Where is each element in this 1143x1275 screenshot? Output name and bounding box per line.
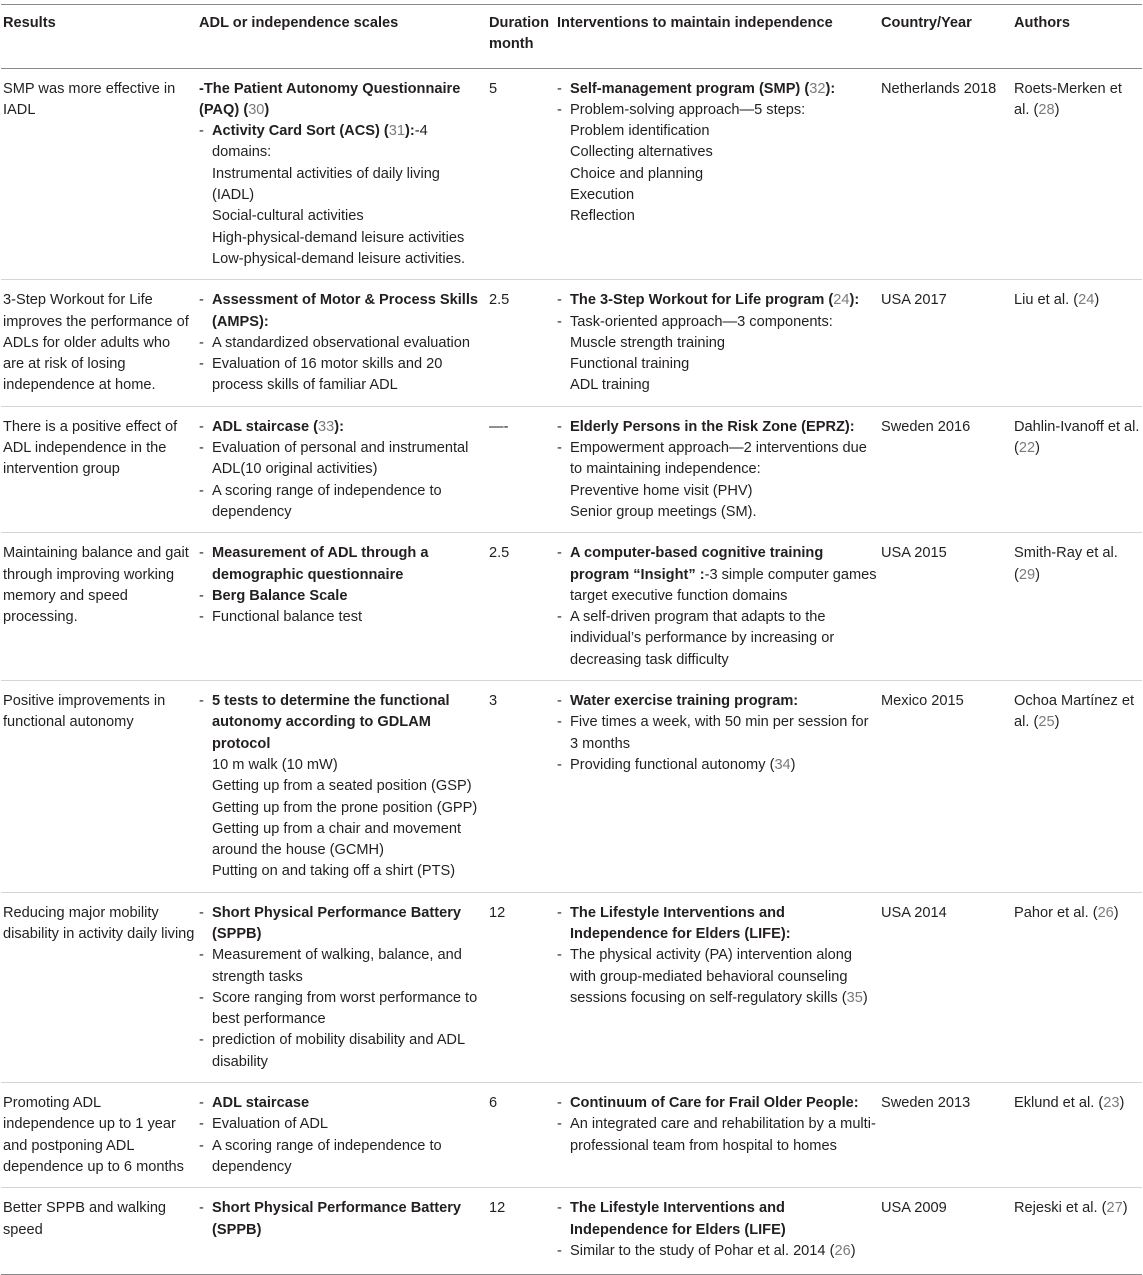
- bold-heading-run: Short Physical Performance Battery (SPPB): [212, 1200, 461, 1238]
- cell-line: [199, 164, 485, 207]
- cell-line: [199, 903, 485, 946]
- cell-country-year: USA 2017: [879, 280, 1012, 406]
- cell-line: [557, 1114, 877, 1157]
- list-dash: -: [199, 356, 204, 373]
- text-run: Getting up from a seated position (GSP): [212, 778, 472, 795]
- text-run: The physical activity (PA) intervention along with group-mediated behavioral counseling sessions focusing on self-regulatory skills (: [570, 947, 853, 1006]
- list-dash: -: [557, 1095, 562, 1112]
- reference-link[interactable]: 24: [1078, 292, 1095, 309]
- text-run: ): [862, 989, 868, 1006]
- list-dash: -: [557, 609, 562, 626]
- cell-duration: 2.5: [487, 280, 555, 406]
- text-run: Choice and planning: [570, 165, 704, 182]
- text-run: Functional balance test: [212, 609, 363, 626]
- bold-heading-run: ):: [334, 418, 344, 435]
- cell-line: [199, 543, 485, 586]
- cell-line: [199, 798, 485, 819]
- list-dash: -: [199, 587, 204, 604]
- text-run: Similar to the study of Pohar et al. 2014 (: [570, 1242, 835, 1259]
- cell-line: [557, 543, 877, 607]
- bold-heading-run: Assessment of Motor & Process Skills (AMPS):: [212, 292, 479, 330]
- cell-line: [199, 945, 485, 988]
- cell-line: [199, 228, 485, 249]
- cell-country-year: USA 2014: [879, 892, 1012, 1082]
- cell-results: Better SPPB and walking speed: [1, 1188, 197, 1275]
- text-run: -4 domains:: [212, 123, 428, 161]
- cell-line: [557, 164, 877, 185]
- text-run: A scoring range of independence to dependency: [212, 482, 442, 520]
- cell-duration: 12: [487, 1188, 555, 1275]
- list-dash: -: [557, 947, 562, 964]
- cell-line: [199, 438, 485, 481]
- table-row: [1, 1083, 1142, 1188]
- text-run: An integrated care and rehabilitation by a multi-professional team from hospital to homes: [570, 1116, 876, 1154]
- header-row: [1, 5, 1142, 69]
- table-row: [1, 681, 1142, 893]
- cell-country-year: USA 2015: [879, 533, 1012, 681]
- cell-line: [557, 206, 877, 227]
- bold-heading-run: Elderly Persons in the Risk Zone (EPRZ):: [570, 418, 855, 435]
- cell-country-year: Sweden 2016: [879, 406, 1012, 532]
- cell-results: Promoting ADL independence up to 1 year and postponing ADL dependence up to 6 months: [1, 1083, 197, 1188]
- list-dash: -: [557, 756, 562, 773]
- text-run: -3 simple computer games target executive function domains: [570, 566, 877, 604]
- text-run: ADL training: [570, 377, 650, 394]
- cell-results: Reducing major mobility disability in activity daily living: [1, 892, 197, 1082]
- cell-authors: [1012, 1083, 1142, 1188]
- text-run: Getting up from a chair and movement around the house (GCMH): [212, 820, 462, 859]
- cell-authors: [1012, 68, 1142, 280]
- cell-interventions: [555, 1188, 879, 1275]
- text-run: Five times a week, with 50 min per session for 3 months: [570, 714, 869, 752]
- list-dash: -: [199, 1095, 204, 1112]
- list-dash: -: [199, 693, 204, 710]
- cell-line: [557, 481, 877, 502]
- cell-interventions: [555, 892, 879, 1082]
- text-run: Evaluation of personal and instrumental ADL(10 original activities): [212, 440, 469, 478]
- cell-line: [557, 502, 877, 523]
- text-run: Problem-solving approach—5 steps:: [570, 101, 806, 118]
- cell-line: [199, 333, 485, 354]
- text-run: Eklund et al. (: [1014, 1095, 1104, 1112]
- cell-scales: [197, 681, 487, 893]
- bold-heading-run: Measurement of ADL through a demographic questionnaire: [212, 545, 429, 583]
- reference-link[interactable]: 25: [1038, 714, 1055, 731]
- cell-country-year: Sweden 2013: [879, 1083, 1012, 1188]
- bold-heading-run: The 3-Step Workout for Life program (: [570, 292, 834, 309]
- list-dash: -: [557, 313, 562, 330]
- header-authors: Authors: [1012, 5, 1142, 69]
- text-run: Measurement of walking, balance, and strength tasks: [212, 947, 462, 985]
- cell-duration: 2.5: [487, 533, 555, 681]
- list-dash: -: [557, 440, 562, 457]
- cell-duration: —-: [487, 406, 555, 532]
- cell-line: [557, 333, 877, 354]
- table-row: [1, 892, 1142, 1082]
- cell-line: [557, 354, 877, 375]
- bold-heading-run: Short Physical Performance Battery (SPPB): [212, 904, 461, 942]
- cell-results: Positive improvements in functional autonomy: [1, 681, 197, 893]
- cell-results: 3-Step Workout for Life improves the performance of ADLs for older adults who are at risk of losing independence at home.: [1, 280, 197, 406]
- reference-link[interactable]: 33: [318, 418, 335, 435]
- text-run: ): [1094, 292, 1100, 309]
- text-run: ): [1035, 566, 1040, 583]
- list-dash: -: [199, 292, 204, 309]
- bold-heading-run: Activity Card Sort (ACS) (: [212, 123, 389, 140]
- cell-scales: [197, 533, 487, 681]
- reference-link[interactable]: 24: [833, 292, 850, 309]
- text-run: Muscle strength training: [570, 334, 725, 351]
- list-dash: -: [199, 609, 204, 626]
- reference-link[interactable]: 26: [1097, 904, 1114, 921]
- cell-interventions: [555, 533, 879, 681]
- text-run: ): [790, 756, 796, 773]
- header-interventions: Interventions to maintain independence: [555, 5, 879, 69]
- list-dash: -: [557, 1116, 562, 1133]
- cell-line: [557, 142, 877, 163]
- reference-link[interactable]: 30: [248, 101, 265, 118]
- header-results: Results: [1, 5, 197, 69]
- cell-duration: 5: [487, 68, 555, 280]
- cell-duration: 12: [487, 892, 555, 1082]
- cell-line: [557, 375, 877, 396]
- table-row: [1, 406, 1142, 532]
- text-run: ): [1113, 904, 1119, 921]
- cell-scales: [197, 68, 487, 280]
- text-run: Putting on and taking off a shirt (PTS): [212, 863, 456, 880]
- cell-line: [557, 712, 877, 755]
- reference-link[interactable]: 23: [1103, 1095, 1120, 1112]
- text-run: Functional training: [570, 356, 690, 373]
- table-row: [1, 533, 1142, 681]
- cell-line: [199, 1093, 485, 1114]
- cell-line: [199, 354, 485, 397]
- bold-heading-run: A computer-based cognitive training program “Insight” :: [570, 545, 824, 583]
- text-run: Rejeski et al. (: [1014, 1200, 1107, 1217]
- cell-line: [557, 312, 877, 333]
- bold-heading-run: ):: [405, 123, 415, 140]
- bold-heading-run: ): [264, 101, 270, 118]
- text-run: ): [1119, 1095, 1125, 1112]
- cell-line: [199, 819, 485, 862]
- table-row: [1, 280, 1142, 406]
- text-run: prediction of mobility disability and ADL disability: [212, 1032, 465, 1070]
- cell-line: [199, 121, 485, 164]
- cell-scales: [197, 892, 487, 1082]
- text-run: Empowerment approach—2 interventions due to maintaining independence:: [570, 440, 867, 478]
- cell-line: [557, 1198, 877, 1241]
- cell-country-year: USA 2009: [879, 1188, 1012, 1275]
- cell-line: [199, 861, 485, 882]
- text-run: ): [1122, 1200, 1128, 1217]
- text-run: Low-physical-demand leisure activities.: [212, 250, 466, 267]
- text-run: High-physical-demand leisure activities: [212, 229, 465, 246]
- list-dash: -: [557, 80, 562, 97]
- cell-line: [199, 1114, 485, 1135]
- cell-line: [557, 903, 877, 946]
- reference-link[interactable]: 28: [1038, 101, 1055, 118]
- text-run: Execution: [570, 187, 635, 204]
- list-dash: -: [199, 947, 204, 964]
- text-run: Pahor et al. (: [1014, 904, 1098, 921]
- cell-scales: [197, 406, 487, 532]
- text-run: ): [1054, 101, 1060, 118]
- cell-line: [199, 586, 485, 607]
- reference-link[interactable]: 27: [1106, 1200, 1123, 1217]
- cell-line: [557, 417, 877, 438]
- cell-line: [557, 290, 877, 311]
- bold-heading-run: The Lifestyle Interventions and Independence for Elders (LIFE):: [570, 904, 791, 942]
- list-dash: -: [557, 101, 562, 118]
- cell-interventions: [555, 681, 879, 893]
- text-run: Roets-Merken et al. (: [1014, 80, 1122, 118]
- cell-authors: [1012, 280, 1142, 406]
- cell-line: [199, 1030, 485, 1073]
- reference-link[interactable]: 35: [846, 989, 863, 1006]
- list-dash: -: [199, 989, 204, 1006]
- cell-results: Maintaining balance and gait through improving working memory and speed processing.: [1, 533, 197, 681]
- text-run: Social-cultural activities: [212, 208, 364, 225]
- cell-line: [199, 249, 485, 270]
- reference-link[interactable]: 34: [774, 756, 791, 773]
- list-dash: -: [199, 482, 204, 499]
- list-dash: -: [557, 292, 562, 309]
- table-body: [1, 68, 1142, 1275]
- cell-results: SMP was more effective in IADL: [1, 68, 197, 280]
- text-run: Ochoa Martínez et al. (: [1014, 693, 1135, 731]
- cell-scales: [197, 280, 487, 406]
- cell-results: There is a positive effect of ADL independence in the intervention group: [1, 406, 197, 532]
- text-run: Liu et al. (: [1014, 292, 1079, 309]
- cell-line: [199, 755, 485, 776]
- reference-link[interactable]: 22: [1018, 440, 1036, 457]
- cell-line: [199, 691, 485, 755]
- cell-line: [557, 607, 877, 671]
- list-dash: -: [557, 714, 562, 731]
- cell-authors: [1012, 892, 1142, 1082]
- cell-line: [557, 438, 877, 481]
- cell-line: [557, 691, 877, 712]
- reference-link[interactable]: 31: [388, 123, 405, 140]
- table-row: [1, 1188, 1142, 1275]
- cell-country-year: Netherlands 2018: [879, 68, 1012, 280]
- list-dash: -: [199, 1137, 204, 1154]
- cell-interventions: [555, 406, 879, 532]
- cell-line: [199, 1136, 485, 1179]
- text-run: A scoring range of independence to dependency: [212, 1137, 442, 1175]
- bold-heading-run: ):: [825, 80, 836, 97]
- text-run: 10 m walk (10 mW): [212, 756, 338, 773]
- text-run: Providing functional autonomy (: [570, 756, 775, 773]
- bold-heading-run: ADL staircase (: [212, 418, 318, 435]
- bold-heading-run: The Lifestyle Interventions and Independence for Elders (LIFE): [570, 1200, 786, 1238]
- bold-heading-run: ADL staircase: [212, 1095, 310, 1112]
- text-run: ): [850, 1242, 856, 1259]
- cell-interventions: [555, 280, 879, 406]
- cell-line: [199, 776, 485, 797]
- cell-authors: [1012, 406, 1142, 532]
- cell-line: [557, 1241, 877, 1262]
- text-run: Score ranging from worst performance to best performance: [212, 989, 478, 1028]
- cell-scales: [197, 1188, 487, 1275]
- text-run: Smith-Ray et al. (: [1014, 545, 1118, 583]
- cell-interventions: [555, 1083, 879, 1188]
- text-run: A standardized observational evaluation: [212, 334, 470, 351]
- cell-line: [557, 79, 877, 100]
- reference-link[interactable]: 26: [834, 1242, 851, 1259]
- text-run: Instrumental activities of daily living (IADL): [212, 165, 440, 204]
- list-dash: -: [557, 1242, 562, 1259]
- cell-duration: 6: [487, 1083, 555, 1188]
- list-dash: -: [199, 418, 204, 435]
- text-run: ): [1054, 714, 1060, 731]
- reference-link[interactable]: 29: [1018, 566, 1036, 583]
- cell-authors: [1012, 681, 1142, 893]
- cell-line: [557, 1093, 877, 1114]
- cell-interventions: [555, 68, 879, 280]
- list-dash: -: [199, 545, 204, 562]
- list-dash: -: [557, 1200, 562, 1217]
- bold-heading-run: -The Patient Autonomy Questionnaire (PAQ) (: [199, 80, 461, 118]
- cell-authors: [1012, 1188, 1142, 1275]
- bold-heading-run: Self-management program (SMP) (: [570, 80, 810, 97]
- bold-heading-run: Water exercise training program:: [570, 693, 799, 710]
- text-run: Getting up from the prone position (GPP): [212, 799, 478, 816]
- cell-scales: [197, 1083, 487, 1188]
- bold-heading-run: 5 tests to determine the functional autonomy according to GDLAM protocol: [212, 693, 450, 752]
- cell-duration: 3: [487, 681, 555, 893]
- list-dash: -: [199, 1116, 204, 1133]
- text-run: A self-driven program that adapts to the individual’s performance by increasing or decreasing task difficulty: [570, 609, 835, 668]
- header-country-year: Country/Year: [879, 5, 1012, 69]
- text-run: Dahlin-Ivanoff et al. (: [1014, 418, 1140, 457]
- text-run: Collecting alternatives: [570, 144, 713, 161]
- text-run: Senior group meetings (SM).: [570, 503, 757, 520]
- bold-heading-run: Berg Balance Scale: [212, 587, 348, 604]
- reference-link[interactable]: 32: [809, 80, 826, 97]
- cell-line: [199, 417, 485, 438]
- cell-country-year: Mexico 2015: [879, 681, 1012, 893]
- text-run: Reflection: [570, 208, 635, 225]
- text-run: ): [1035, 440, 1040, 457]
- list-dash: -: [199, 123, 204, 140]
- bold-heading-run: Continuum of Care for Frail Older People:: [570, 1095, 859, 1112]
- text-run: Task-oriented approach—3 components:: [570, 313, 833, 330]
- text-run: Preventive home visit (PHV): [570, 482, 753, 499]
- studies-table: [1, 4, 1142, 1275]
- list-dash: -: [557, 904, 562, 921]
- list-dash: -: [199, 1032, 204, 1049]
- cell-line: [199, 1198, 485, 1241]
- cell-line: [199, 607, 485, 628]
- header-scales: ADL or independence scales: [197, 5, 487, 69]
- text-run: Evaluation of 16 motor skills and 20 process skills of familiar ADL: [212, 356, 443, 394]
- list-dash: -: [199, 904, 204, 921]
- cell-line: [199, 988, 485, 1031]
- table-row: [1, 68, 1142, 280]
- list-dash: -: [557, 418, 562, 435]
- list-dash: -: [199, 440, 204, 457]
- text-run: Evaluation of ADL: [212, 1116, 329, 1133]
- cell-line: [557, 755, 877, 776]
- cell-line: [199, 481, 485, 524]
- bold-heading-run: ):: [849, 292, 860, 309]
- cell-line: [557, 185, 877, 206]
- cell-line: [557, 121, 877, 142]
- list-dash: -: [557, 693, 562, 710]
- list-dash: -: [199, 1200, 204, 1217]
- list-dash: -: [557, 545, 562, 562]
- header-duration: Duration month: [487, 5, 555, 69]
- list-dash: -: [199, 334, 204, 351]
- text-run: Problem identification: [570, 123, 710, 140]
- cell-line: [199, 290, 485, 333]
- cell-line: [557, 100, 877, 121]
- cell-line: [199, 79, 485, 122]
- cell-line: [199, 206, 485, 227]
- cell-line: [557, 945, 877, 1009]
- cell-authors: [1012, 533, 1142, 681]
